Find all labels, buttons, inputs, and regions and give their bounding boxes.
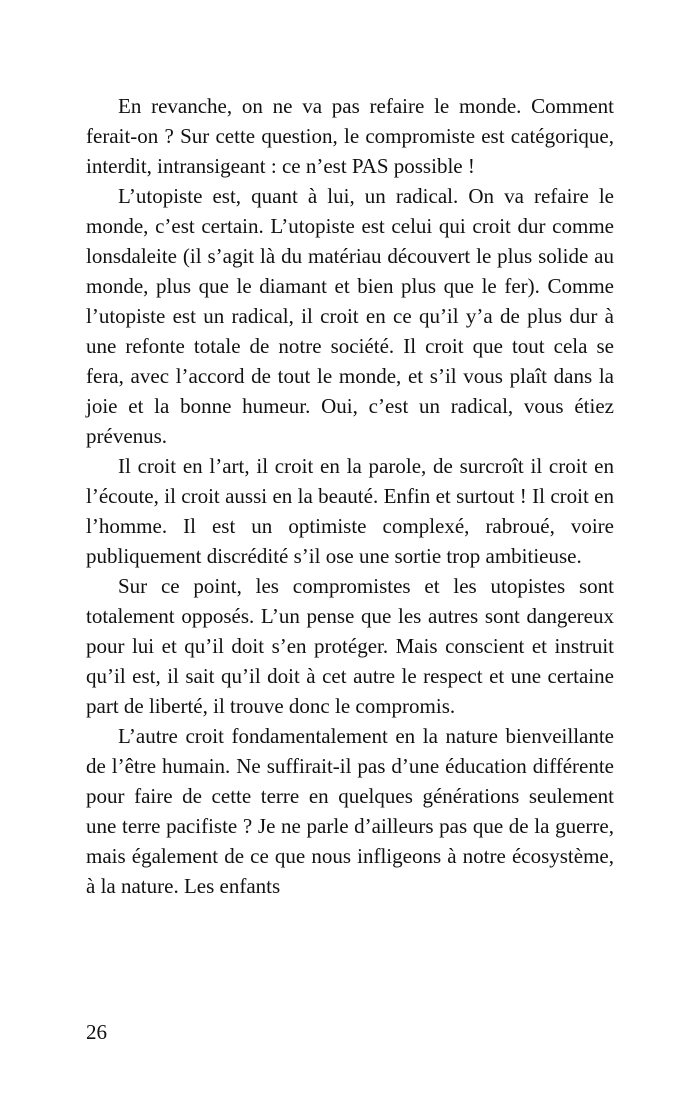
- paragraph: Il croit en l’art, il croit en la parole, de surcroît il croit en l’écoute, il croit aussi en la beauté. Enfin et surtout ! Il croit en l’homme. Il est un optimiste complexé, rabroué, voire publiquement discrédité s’il ose une sortie trop ambitieuse.: [86, 454, 614, 568]
- page-number: 26: [86, 1020, 107, 1044]
- paragraph: L’autre croit fondamentalement en la nature bienveillante de l’être humain. Ne suffirait-il pas d’une éducation différente pour faire de cette terre en quelques générations seulement une terre pacifiste ? Je ne parle d’ailleurs pas que de la guerre, mais également de ce que nous infligeons à notre écosystème, à la nature. Les enfants: [86, 724, 614, 898]
- page-body: [86, 91, 614, 901]
- paragraph: L’utopiste est, quant à lui, un radical. On va refaire le monde, c’est certain. L’utopiste est celui qui croit dur comme lonsdaleite (il s’agit là du matériau découvert le plus solide au monde, plus que le diamant et bien plus que le fer). Comme l’utopiste est un radical, il croit en ce qu’il y’a de plus dur à une refonte totale de notre société. Il croit que tout cela se fera, avec l’accord de tout le monde, et s’il vous plaît dans la joie et la bonne humeur. Oui, c’est un radical, vous étiez prévenus.: [86, 184, 614, 448]
- paragraph: En revanche, on ne va pas refaire le monde. Comment ferait-on ? Sur cette question, le compromiste est catégorique, interdit, intransigeant : ce n’est PAS possible !: [86, 94, 614, 178]
- paragraph: Sur ce point, les compromistes et les utopistes sont totalement opposés. L’un pense que les autres sont dangereux pour lui et qu’il doit s’en protéger. Mais conscient et instruit qu’il est, il sait qu’il doit à cet autre le respect et une certaine part de liberté, il trouve donc le compromis.: [86, 574, 614, 718]
